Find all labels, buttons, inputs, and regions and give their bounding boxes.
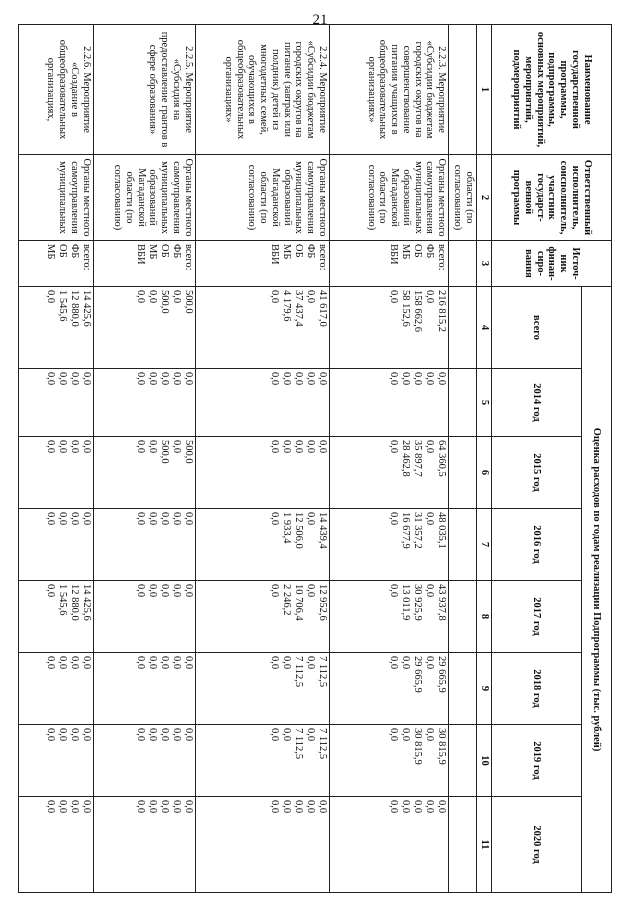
- header-year-2018: 2018 год: [492, 653, 582, 725]
- header-year-2017: 2017 год: [492, 581, 582, 653]
- value-cell: 0,0: [170, 512, 182, 526]
- value-cell: 30 815,9: [412, 728, 424, 765]
- value-cell: 0,0: [146, 656, 158, 670]
- header-source: Источ- ник финан- сиро- вания: [492, 241, 612, 287]
- value-cell: 0,0: [304, 584, 316, 598]
- continuation-executor: области (по согласованию): [449, 155, 477, 241]
- value-cell: 0,0: [68, 728, 80, 742]
- value-cell: 1 933,4: [280, 512, 292, 544]
- value-cell: 0,0: [44, 440, 56, 454]
- finance-source-label: ФБ: [304, 244, 316, 259]
- value-cell: 0,0: [292, 372, 304, 386]
- value-cell: 28 462,8: [400, 440, 412, 477]
- value-cell: 0,0: [134, 440, 146, 454]
- measure-name: 2.2.6. Мероприятие «Создание в общеобразовательных организациях,: [19, 25, 94, 155]
- value-cell: 12 952,6: [316, 584, 328, 621]
- value-cell: 0,0: [134, 290, 146, 304]
- value-cell: 0,0: [44, 728, 56, 742]
- value-cell: 0,0: [170, 290, 182, 304]
- value-cell: 0,0: [44, 656, 56, 670]
- value-column: [93, 581, 195, 653]
- value-cell: 0,0: [388, 584, 400, 598]
- budget-table: [18, 24, 612, 893]
- finance-source-label: всего:: [80, 244, 92, 271]
- value-cell: 0,0: [44, 800, 56, 814]
- value-column: [19, 509, 94, 581]
- value-cell: 0,0: [400, 372, 412, 386]
- value-cell: 13 011,9: [400, 584, 412, 621]
- value-cell: 0,0: [158, 372, 170, 386]
- finance-sources: [93, 241, 195, 287]
- value-cell: 0,0: [146, 290, 158, 304]
- value-cell: 0,0: [68, 656, 80, 670]
- value-cell: 0,0: [268, 372, 280, 386]
- value-cell: 500,0: [182, 440, 194, 464]
- value-cell: 0,0: [304, 656, 316, 670]
- value-cell: 0,0: [80, 656, 92, 670]
- value-column: [195, 287, 329, 369]
- budget-table-rotated: [18, 24, 612, 892]
- col-number: 4: [477, 287, 492, 369]
- value-cell: 14 425,6: [80, 584, 92, 621]
- value-cell: 12 880,0: [68, 584, 80, 621]
- col-number: 9: [477, 653, 492, 725]
- value-cell: 216 815,2: [436, 290, 448, 332]
- finance-source-label: МБ: [146, 244, 158, 260]
- value-cell: 0,0: [134, 512, 146, 526]
- col-number: 1: [477, 25, 492, 155]
- value-cell: 0,0: [80, 512, 92, 526]
- value-cell: 0,0: [388, 512, 400, 526]
- value-cell: 30 815,9: [436, 728, 448, 765]
- value-cell: 0,0: [170, 584, 182, 598]
- value-cell: 0,0: [424, 800, 436, 814]
- value-column: [19, 725, 94, 797]
- value-cell: 29 665,9: [412, 656, 424, 693]
- value-cell: 0,0: [56, 656, 68, 670]
- col-number: 3: [477, 241, 492, 287]
- col-number: 2: [477, 155, 492, 241]
- measure-executor: Органы местного самоуправления муниципальных образований Магаданской области (по согласованию): [329, 155, 448, 241]
- value-cell: 0,0: [304, 512, 316, 526]
- finance-source-label: ВБИ: [388, 244, 400, 265]
- value-cell: 0,0: [304, 728, 316, 742]
- value-cell: 0,0: [134, 656, 146, 670]
- value-cell: 0,0: [268, 440, 280, 454]
- value-cell: 0,0: [400, 800, 412, 814]
- value-cell: 0,0: [400, 656, 412, 670]
- value-cell: 2 246,2: [280, 584, 292, 616]
- value-cell: 0,0: [268, 800, 280, 814]
- value-column: [195, 653, 329, 725]
- value-cell: 0,0: [68, 512, 80, 526]
- value-cell: 0,0: [134, 728, 146, 742]
- value-cell: 12 506,0: [292, 512, 304, 549]
- value-cell: 0,0: [280, 372, 292, 386]
- table-row: [195, 25, 329, 893]
- value-cell: 0,0: [158, 584, 170, 598]
- value-cell: 35 897,7: [412, 440, 424, 477]
- continuation-row: [449, 25, 477, 893]
- value-cell: 0,0: [158, 800, 170, 814]
- measure-executor: Органы местного самоуправления муниципальных образований Магаданской области (по согласованию): [195, 155, 329, 241]
- value-column: [195, 797, 329, 893]
- finance-source-label: ОБ: [412, 244, 424, 258]
- value-column: [19, 369, 94, 437]
- value-cell: 0,0: [80, 372, 92, 386]
- value-cell: 0,0: [388, 372, 400, 386]
- value-cell: 0,0: [436, 800, 448, 814]
- value-cell: 158 662,6: [412, 290, 424, 332]
- value-cell: 58 152,6: [400, 290, 412, 327]
- value-column: [329, 797, 448, 893]
- value-cell: 0,0: [170, 800, 182, 814]
- finance-source-label: ВБИ: [268, 244, 280, 265]
- col-number: 11: [477, 797, 492, 893]
- header-year-2015: 2015 год: [492, 437, 582, 509]
- value-cell: 0,0: [280, 728, 292, 742]
- value-column: [195, 725, 329, 797]
- value-cell: 0,0: [170, 372, 182, 386]
- value-cell: 14 439,4: [316, 512, 328, 549]
- value-cell: 0,0: [424, 656, 436, 670]
- col-number: 5: [477, 369, 492, 437]
- value-cell: 0,0: [304, 800, 316, 814]
- value-cell: 48 035,1: [436, 512, 448, 549]
- value-cell: 500,0: [158, 290, 170, 314]
- value-cell: 0,0: [182, 584, 194, 598]
- finance-source-label: МБ: [400, 244, 412, 260]
- header-year-2016: 2016 год: [492, 509, 582, 581]
- value-cell: 0,0: [388, 800, 400, 814]
- value-cell: 0,0: [44, 584, 56, 598]
- value-cell: 41 617,0: [316, 290, 328, 327]
- value-cell: 29 665,9: [436, 656, 448, 693]
- measure-executor: Органы местного самоуправления муниципальных: [19, 155, 94, 241]
- value-cell: 0,0: [424, 372, 436, 386]
- value-column: [329, 369, 448, 437]
- value-cell: 500,0: [182, 290, 194, 314]
- value-cell: 64 360,5: [436, 440, 448, 477]
- value-cell: 0,0: [424, 290, 436, 304]
- value-column: [19, 797, 94, 893]
- value-column: [195, 437, 329, 509]
- value-cell: 0,0: [412, 800, 424, 814]
- value-cell: 0,0: [268, 584, 280, 598]
- value-cell: 0,0: [134, 800, 146, 814]
- value-cell: 0,0: [56, 800, 68, 814]
- header-total: всего: [492, 287, 582, 369]
- value-cell: 0,0: [400, 728, 412, 742]
- measure-name: 2.2.5. Мероприятие «Субсидия на предоставление грантов в сфере образования»: [93, 25, 195, 155]
- value-cell: 0,0: [292, 440, 304, 454]
- value-cell: 0,0: [182, 372, 194, 386]
- value-cell: 0,0: [412, 372, 424, 386]
- value-column: [93, 369, 195, 437]
- value-cell: 0,0: [388, 728, 400, 742]
- value-cell: 0,0: [158, 512, 170, 526]
- value-cell: 0,0: [80, 800, 92, 814]
- value-column: [329, 725, 448, 797]
- value-column: [93, 509, 195, 581]
- value-cell: 0,0: [56, 440, 68, 454]
- finance-source-label: ФБ: [68, 244, 80, 259]
- value-cell: 0,0: [280, 440, 292, 454]
- value-cell: 0,0: [56, 512, 68, 526]
- measure-executor: Органы местного самоуправления муниципальных образований Магаданской области (по согласованию): [93, 155, 195, 241]
- value-cell: 0,0: [182, 728, 194, 742]
- value-cell: 0,0: [56, 728, 68, 742]
- table-row: [93, 25, 195, 893]
- value-cell: 0,0: [146, 372, 158, 386]
- value-cell: 37 437,4: [292, 290, 304, 327]
- value-cell: 0,0: [316, 800, 328, 814]
- value-cell: 7 112,5: [316, 656, 328, 688]
- page-number: 21: [312, 12, 328, 28]
- finance-source-label: МБ: [280, 244, 292, 260]
- value-column: [329, 509, 448, 581]
- value-cell: 1 545,6: [56, 584, 68, 616]
- value-cell: 0,0: [388, 440, 400, 454]
- value-column: [329, 287, 448, 369]
- finance-sources: [329, 241, 448, 287]
- value-column: [93, 797, 195, 893]
- value-column: [195, 581, 329, 653]
- value-cell: 43 937,8: [436, 584, 448, 621]
- value-column: [93, 725, 195, 797]
- value-column: [329, 581, 448, 653]
- value-cell: 0,0: [146, 728, 158, 742]
- value-column: [195, 509, 329, 581]
- value-cell: 0,0: [146, 440, 158, 454]
- finance-source-label: всего:: [182, 244, 194, 271]
- value-cell: 0,0: [424, 440, 436, 454]
- header-estimate: Оценка расходов по годам реализации Подпрограммы (тыс. рублей): [582, 287, 612, 893]
- value-column: [19, 287, 94, 369]
- value-column: [329, 437, 448, 509]
- finance-source-label: ОБ: [56, 244, 68, 258]
- value-cell: 0,0: [280, 656, 292, 670]
- finance-source-label: всего:: [316, 244, 328, 271]
- value-column: [93, 437, 195, 509]
- col-number: 8: [477, 581, 492, 653]
- value-cell: 7 112,5: [292, 728, 304, 760]
- value-cell: 0,0: [44, 512, 56, 526]
- value-cell: 0,0: [170, 656, 182, 670]
- value-cell: 0,0: [68, 440, 80, 454]
- value-cell: 0,0: [436, 372, 448, 386]
- value-cell: 30 925,9: [412, 584, 424, 621]
- header-name: Наименование государственной программы, подпрограммы, основных мероприятий, мероприятий, подмероприятий: [492, 25, 612, 155]
- finance-source-label: ОБ: [292, 244, 304, 258]
- value-cell: 0,0: [268, 656, 280, 670]
- table-row: [19, 25, 94, 893]
- value-cell: 0,0: [424, 728, 436, 742]
- value-cell: 0,0: [68, 800, 80, 814]
- finance-source-label: ВБИ: [134, 244, 146, 265]
- value-cell: 0,0: [304, 440, 316, 454]
- header-year-2019: 2019 год: [492, 725, 582, 797]
- value-cell: 10 706,4: [292, 584, 304, 621]
- value-cell: 0,0: [268, 728, 280, 742]
- table-row: [329, 25, 448, 893]
- header-year-2020: 2020 год: [492, 797, 582, 893]
- measure-name: 2.2.3. Мероприятие «Субсидии бюджетам городских округов на совершенствование питания учащихся в общеобразовательных организациях»: [329, 25, 448, 155]
- value-cell: 0,0: [424, 512, 436, 526]
- header-executor: Ответственный исполнитель, соисполнитель, участник государст- венной программы: [492, 155, 612, 241]
- value-cell: 0,0: [44, 372, 56, 386]
- value-cell: 0,0: [44, 290, 56, 304]
- value-cell: 0,0: [80, 440, 92, 454]
- value-cell: 0,0: [280, 800, 292, 814]
- value-column: [19, 437, 94, 509]
- value-cell: 0,0: [268, 512, 280, 526]
- value-cell: 0,0: [134, 584, 146, 598]
- value-cell: 500,0: [158, 440, 170, 464]
- finance-source-label: ФБ: [170, 244, 182, 259]
- value-cell: 0,0: [170, 440, 182, 454]
- value-column: [195, 369, 329, 437]
- value-column: [93, 653, 195, 725]
- value-cell: 0,0: [182, 656, 194, 670]
- value-cell: 0,0: [182, 512, 194, 526]
- col-number: 7: [477, 509, 492, 581]
- value-cell: 14 425,6: [80, 290, 92, 327]
- value-cell: 0,0: [146, 584, 158, 598]
- value-cell: 0,0: [170, 728, 182, 742]
- value-cell: 7 112,5: [292, 656, 304, 688]
- value-cell: 0,0: [56, 372, 68, 386]
- value-column: [19, 653, 94, 725]
- value-cell: 0,0: [134, 372, 146, 386]
- finance-source-label: МБ: [44, 244, 56, 260]
- value-cell: 0,0: [146, 800, 158, 814]
- value-column: [329, 653, 448, 725]
- value-column: [19, 581, 94, 653]
- finance-source-label: ОБ: [158, 244, 170, 258]
- value-cell: 0,0: [182, 800, 194, 814]
- value-cell: 0,0: [424, 584, 436, 598]
- value-cell: 0,0: [388, 290, 400, 304]
- value-cell: 1 545,6: [56, 290, 68, 322]
- value-cell: 0,0: [80, 728, 92, 742]
- value-cell: 0,0: [158, 656, 170, 670]
- col-number: 6: [477, 437, 492, 509]
- finance-sources: [195, 241, 329, 287]
- measure-name: 2.2.4. Мероприятие «Субсидии бюджетам городских округов на питание (завтрак или полдник) детей из многодетных семей, обучающихся в общеобразовательных организациях»: [195, 25, 329, 155]
- value-cell: 12 880,0: [68, 290, 80, 327]
- finance-source-label: всего:: [436, 244, 448, 271]
- value-cell: 0,0: [292, 800, 304, 814]
- value-cell: 0,0: [316, 372, 328, 386]
- value-cell: 0,0: [316, 440, 328, 454]
- value-cell: 0,0: [388, 656, 400, 670]
- value-cell: 0,0: [268, 290, 280, 304]
- value-cell: 4 179,6: [280, 290, 292, 322]
- value-cell: 16 677,9: [400, 512, 412, 549]
- value-cell: 0,0: [304, 372, 316, 386]
- col-number: 10: [477, 725, 492, 797]
- value-cell: 0,0: [68, 372, 80, 386]
- value-cell: 0,0: [146, 512, 158, 526]
- value-cell: 0,0: [304, 290, 316, 304]
- header-year-2014: 2014 год: [492, 369, 582, 437]
- finance-sources: [19, 241, 94, 287]
- finance-source-label: ФБ: [424, 244, 436, 259]
- value-cell: 0,0: [158, 728, 170, 742]
- table-body: [19, 25, 477, 893]
- value-cell: 7 112,5: [316, 728, 328, 760]
- value-column: [93, 287, 195, 369]
- value-cell: 31 357,2: [412, 512, 424, 549]
